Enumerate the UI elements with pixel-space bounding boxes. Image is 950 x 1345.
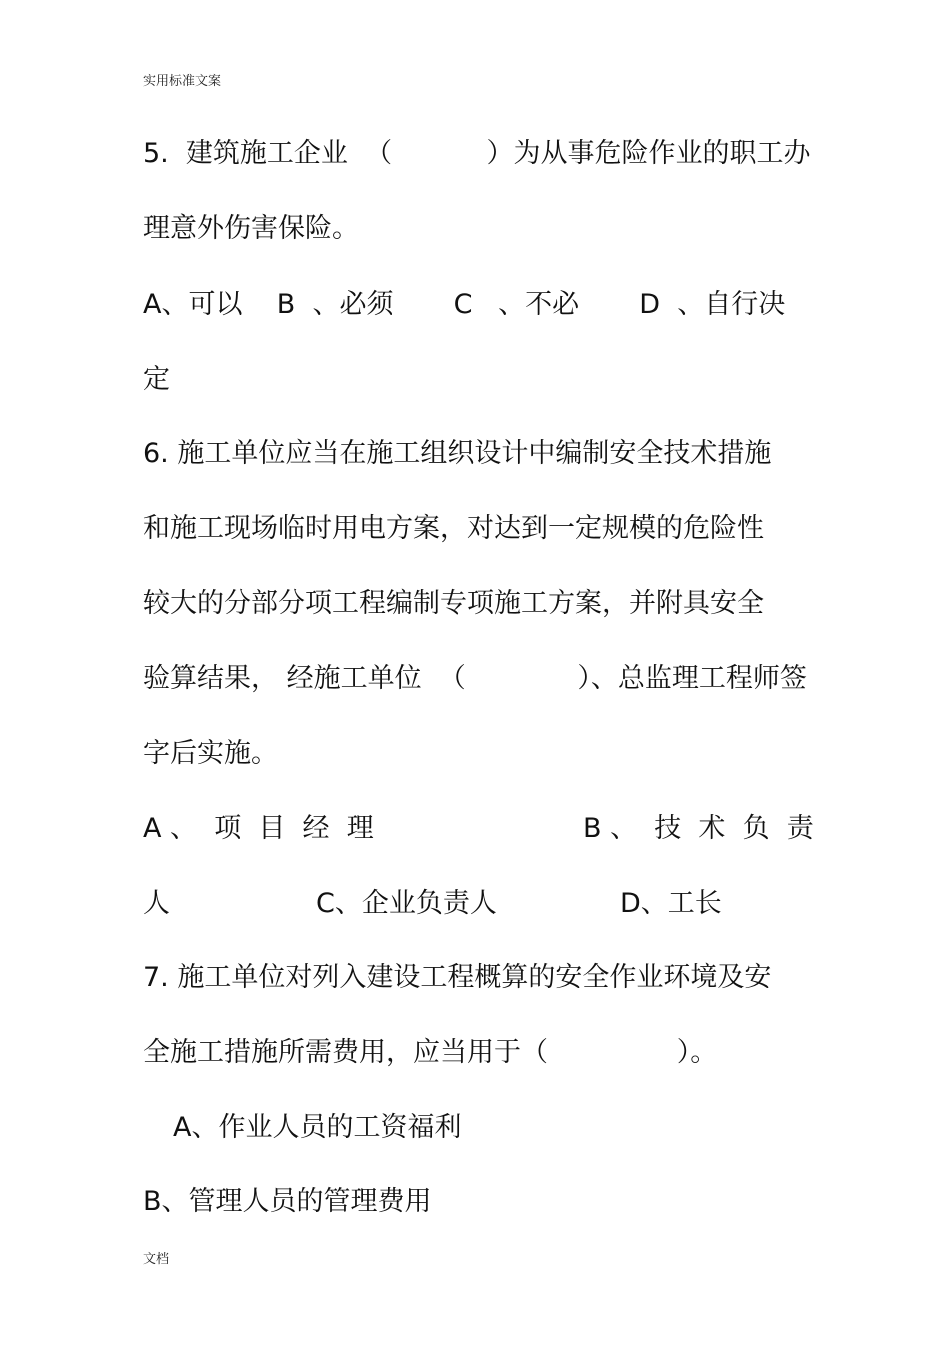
question-6-option-a: A 、 项 目 经 理 — [143, 813, 374, 844]
question-6-option-b: B 、 技 术 负 责 — [583, 813, 814, 844]
question-6-stem-line-1: 6. 施工单位应当在施工组织设计中编制安全技术措施 — [143, 438, 772, 469]
question-7-option-b: B、管理人员的管理费用 — [143, 1186, 432, 1217]
question-6-option-c: C、企业负责人 — [316, 888, 497, 919]
page-header: 实用标准文案 — [143, 74, 222, 89]
question-6-stem-line-5: 字后实施。 — [143, 738, 278, 769]
question-7-stem-line-2: 全施工措施所需费用，应当用于（ ）。 — [143, 1037, 718, 1068]
question-6-option-d: D、工长 — [620, 888, 722, 919]
question-7-stem-line-1: 7. 施工单位对列入建设工程概算的安全作业环境及安 — [143, 962, 772, 993]
page-footer: 文档 — [143, 1252, 170, 1267]
question-5-options-line-1: A、可以 B 、必须 C 、不必 D 、自行决 — [143, 289, 786, 320]
question-6-stem-line-4: 验算结果， 经施工单位 （ ）、总监理工程师签 — [143, 663, 807, 694]
question-6-option-b-continued: 人 — [143, 888, 170, 919]
question-6-stem-line-2: 和施工现场临时用电方案，对达到一定规模的危险性 — [143, 513, 764, 544]
question-7-option-a: A、作业人员的工资福利 — [173, 1112, 462, 1143]
question-5-options-line-2: 定 — [143, 364, 170, 395]
question-6-stem-line-3: 较大的分部分项工程编制专项施工方案，并附具安全 — [143, 588, 764, 619]
question-5-stem-line-2: 理意外伤害保险。 — [143, 213, 359, 244]
question-5-stem-line-1: 5. 建筑施工企业 （ ）为从事危险作业的职工办 — [143, 138, 811, 169]
